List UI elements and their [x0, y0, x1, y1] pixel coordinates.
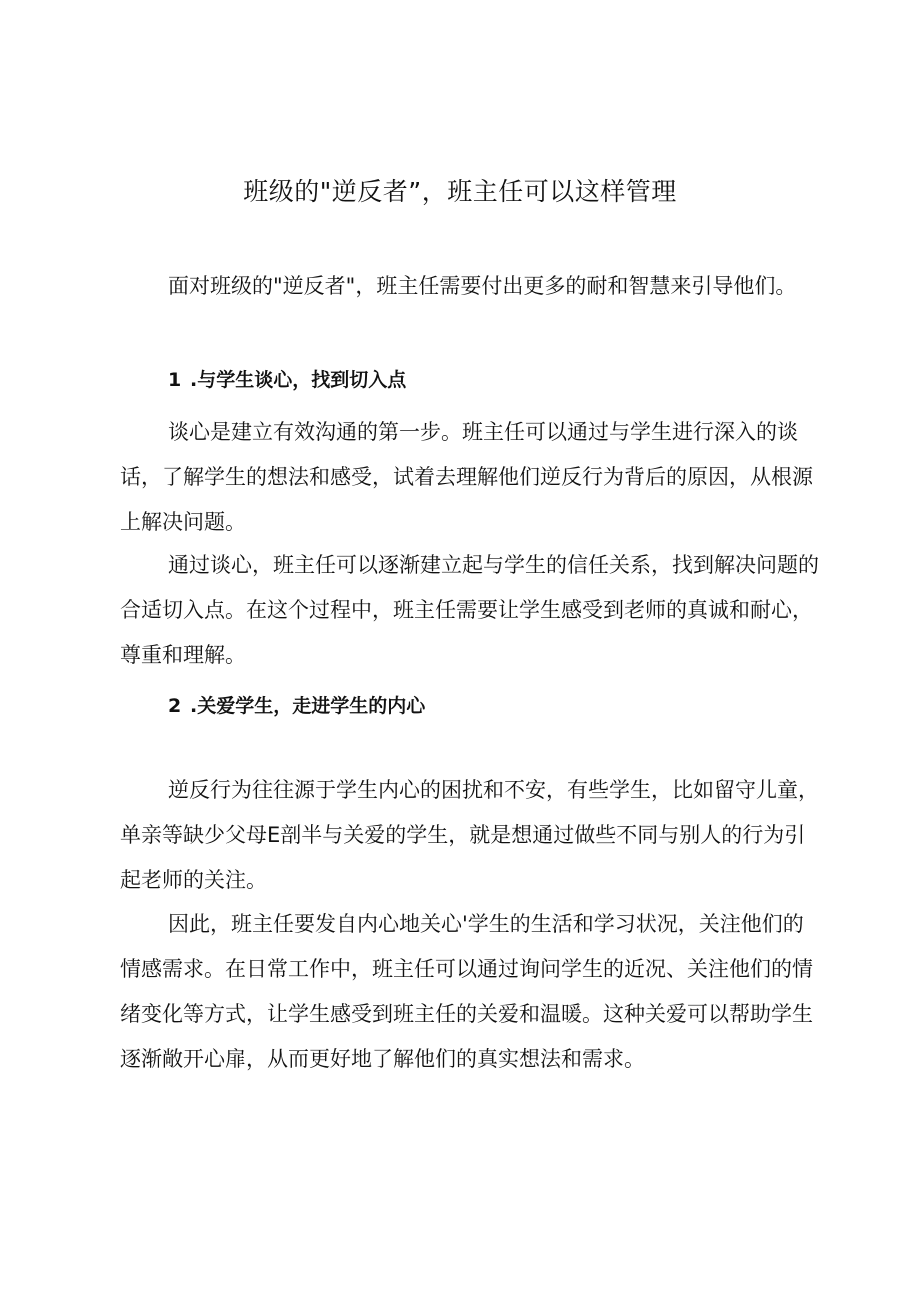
section-2-paragraph-2: 因此，班主任要发自内心地关心'学生的生活和学习状况，关注他们的情感需求。在日常工作中，班主任可以通过询问学生的近况、关注他们的情绪变化等方式，让学生感受到班主任的关爱和温暖。这种关爱可以帮助学生逐渐敞开心扉，从而更好地了解他们的真实想法和需求。	[120, 912, 813, 1071]
section-1-number: 1	[168, 369, 182, 391]
intro-paragraph: 面对班级的"逆反者"，班主任需要付出更多的耐和智慧来引导他们。	[168, 274, 797, 298]
section-1-heading-text: .与学生谈心，找到切入点	[190, 369, 407, 391]
document-title: 班级的"逆反者”，班主任可以这样管理	[243, 177, 677, 206]
section-2-number: 2	[168, 695, 182, 717]
section-1-paragraph-2: 通过谈心，班主任可以逐渐建立起与学生的信任关系，找到解决问题的合适切入点。在这个过程中，班主任需要让学生感受到老师的真诚和耐心，尊重和理解。	[120, 553, 819, 667]
section-2-paragraph-1: 逆反行为往往源于学生内心的困扰和不安，有些学生，比如留守儿童，单亲等缺少父母E剖半与关爱的学生，就是想通过做些不同与别人的行为引起老师的关注。	[120, 778, 819, 892]
section-1-heading	[168, 364, 818, 396]
section-2-heading-text: .关爱学生，走进学生的内心	[190, 695, 426, 717]
section-2-heading	[168, 690, 818, 722]
section-1-paragraph-1: 谈心是建立有效沟通的第一步。班主任可以通过与学生进行深入的谈话，了解学生的想法和感受，试着去理解他们逆反行为背后的原因，从根源上解决问题。	[120, 420, 813, 534]
